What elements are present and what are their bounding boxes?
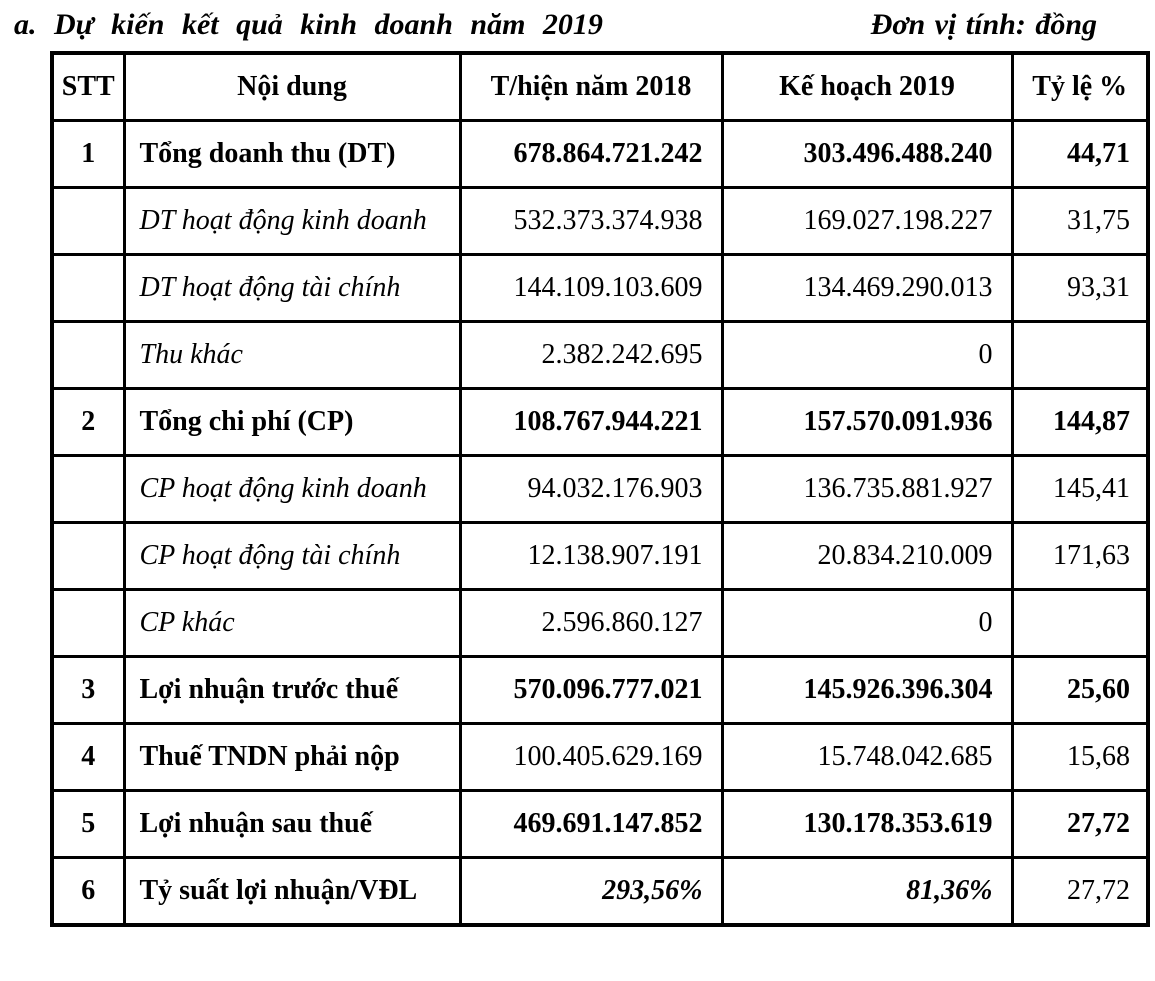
table-header [52, 53, 1148, 121]
table-body [52, 121, 1148, 926]
col-header-ke-hoach-2019: Kế hoạch 2019 [722, 53, 1012, 121]
col-header-noi-dung: Nội dung [124, 53, 460, 121]
col-header-thien-2018: T/hiện năm 2018 [460, 53, 722, 121]
plan-2019-cell: 134.469.290.013 [722, 255, 1012, 322]
plan-2019-cell: 0 [722, 590, 1012, 657]
table-row [52, 121, 1148, 188]
ratio-cell: 15,68 [1012, 724, 1148, 791]
row-label-cell: Thu khác [124, 322, 460, 389]
row-label-cell: Thuế TNDN phải nộp [124, 724, 460, 791]
table-row [52, 724, 1148, 791]
actual-2018-cell: 532.373.374.938 [460, 188, 722, 255]
plan-2019-cell: 157.570.091.936 [722, 389, 1012, 456]
actual-2018-cell: 2.382.242.695 [460, 322, 722, 389]
table-row [52, 456, 1148, 523]
actual-2018-cell: 678.864.721.242 [460, 121, 722, 188]
ratio-cell: 25,60 [1012, 657, 1148, 724]
row-number-cell [52, 590, 124, 657]
table-row [52, 791, 1148, 858]
table-row [52, 590, 1148, 657]
row-label-cell: CP hoạt động kinh doanh [124, 456, 460, 523]
row-label-cell: Tỷ suất lợi nhuận/VĐL [124, 858, 460, 926]
actual-2018-cell: 100.405.629.169 [460, 724, 722, 791]
plan-2019-cell: 15.748.042.685 [722, 724, 1012, 791]
ratio-cell: 93,31 [1012, 255, 1148, 322]
row-number-cell: 5 [52, 791, 124, 858]
actual-2018-cell: 12.138.907.191 [460, 523, 722, 590]
row-number-cell: 2 [52, 389, 124, 456]
table-row [52, 657, 1148, 724]
actual-2018-cell: 2.596.860.127 [460, 590, 722, 657]
row-number-cell [52, 322, 124, 389]
ratio-cell: 145,41 [1012, 456, 1148, 523]
col-header-stt: STT [52, 53, 124, 121]
plan-2019-cell: 130.178.353.619 [722, 791, 1012, 858]
section-title: a. Dự kiến kết quả kinh doanh năm 2019 [14, 8, 603, 41]
ratio-cell: 27,72 [1012, 791, 1148, 858]
plan-2019-cell: 20.834.210.009 [722, 523, 1012, 590]
row-number-cell [52, 456, 124, 523]
ratio-cell: 44,71 [1012, 121, 1148, 188]
ratio-cell: 144,87 [1012, 389, 1148, 456]
table-row [52, 188, 1148, 255]
ratio-cell: 31,75 [1012, 188, 1148, 255]
title-row [0, 0, 1155, 44]
table-row [52, 523, 1148, 590]
col-header-ty-le: Tỷ lệ % [1012, 53, 1148, 121]
row-number-cell: 1 [52, 121, 124, 188]
row-label-cell: DT hoạt động tài chính [124, 255, 460, 322]
actual-2018-cell: 570.096.777.021 [460, 657, 722, 724]
row-label-cell: Tổng chi phí (CP) [124, 389, 460, 456]
business-plan-table [50, 51, 1150, 927]
table-row [52, 858, 1148, 926]
ratio-cell: 27,72 [1012, 858, 1148, 926]
row-label-cell: CP khác [124, 590, 460, 657]
ratio-cell: 171,63 [1012, 523, 1148, 590]
actual-2018-cell: 94.032.176.903 [460, 456, 722, 523]
actual-2018-cell: 108.767.944.221 [460, 389, 722, 456]
row-number-cell: 4 [52, 724, 124, 791]
row-label-cell: Lợi nhuận trước thuế [124, 657, 460, 724]
row-label-cell: Lợi nhuận sau thuế [124, 791, 460, 858]
row-number-cell [52, 255, 124, 322]
actual-2018-cell: 144.109.103.609 [460, 255, 722, 322]
table-row [52, 389, 1148, 456]
header-row [52, 53, 1148, 121]
table-row [52, 322, 1148, 389]
row-number-cell: 6 [52, 858, 124, 926]
plan-2019-cell: 136.735.881.927 [722, 456, 1012, 523]
row-label-cell: CP hoạt động tài chính [124, 523, 460, 590]
plan-2019-cell: 145.926.396.304 [722, 657, 1012, 724]
ratio-cell [1012, 590, 1148, 657]
ratio-cell [1012, 322, 1148, 389]
plan-2019-cell: 81,36% [722, 858, 1012, 926]
plan-2019-cell: 303.496.488.240 [722, 121, 1012, 188]
unit-label: Đơn vị tính: đồng [870, 8, 1097, 41]
plan-2019-cell: 0 [722, 322, 1012, 389]
actual-2018-cell: 469.691.147.852 [460, 791, 722, 858]
row-label-cell: Tổng doanh thu (DT) [124, 121, 460, 188]
plan-2019-cell: 169.027.198.227 [722, 188, 1012, 255]
table-row [52, 255, 1148, 322]
row-label-cell: DT hoạt động kinh doanh [124, 188, 460, 255]
row-number-cell [52, 523, 124, 590]
row-number-cell: 3 [52, 657, 124, 724]
row-number-cell [52, 188, 124, 255]
actual-2018-cell: 293,56% [460, 858, 722, 926]
